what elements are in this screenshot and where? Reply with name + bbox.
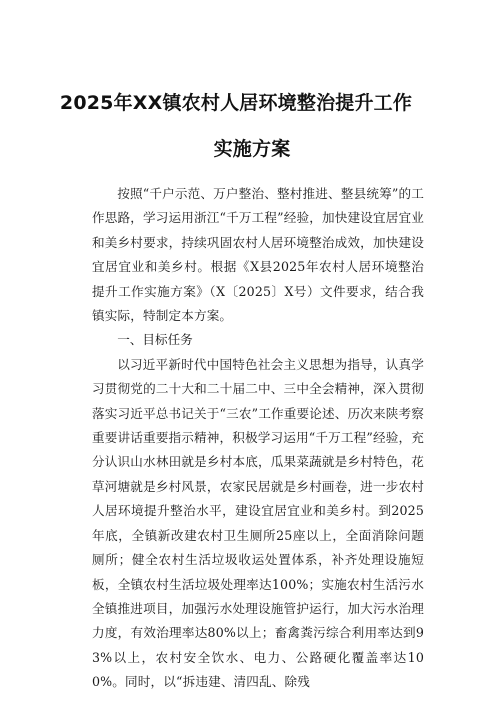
document-title-line-1: 2025年XX镇农村人居环境整治提升工作 — [59, 92, 413, 114]
document-body — [92, 182, 424, 695]
intro-paragraph: 按照“千户示范、万户整治、整村推进、整县统筹”的工作思路，学习运用浙江“千万工程”经验，加快建设宜居宜业和美乡村要求，持续巩固农村人居环境整治成效，加快建设宜居宜业和美乡村。根据《X县2025年农村人居环境整治提升工作实施方案》（X〔2025〕X号）文件要求，结合我镇实际，特制定本方案。 — [92, 186, 424, 324]
goals-paragraph: 以习近平新时代中国特色社会主义思想为指导，认真学习贯彻党的二十大和二十届二中、三中全会精神，深入贯彻落实习近平总书记关于“三农”工作重要论述、历次来陕考察重要讲话重要指示精神，积极学习运用“千万工程”经验，充分认识山水林田就是乡村本底，瓜果菜蔬就是乡村特色，花草河塘就是乡村风景，农家民居就是乡村画卷，进一步农村人居环境提升整治水平，建设宜居宜业和美乡村。到2025年底，全镇新改建农村卫生厕所25座以上，全面消除问题厕所；健全农村生活垃圾收运处置体系，补齐处理设施短板，全镇农村生活垃圾处理率达100%；实施农村生活污水全镇推进项目，加强污水处理设施管护运行，加大污水治理力度，有效治理率达80%以上；畜禽粪污综合利用率达到93%以上，农村安全饮水、电力、公路硬化覆盖率达100%。同时，以“拆违建、清四乱、除残 — [92, 356, 424, 690]
document-title-line-2: 实施方案 — [213, 138, 291, 160]
section-heading-goals: 一、目标任务 — [117, 332, 193, 348]
